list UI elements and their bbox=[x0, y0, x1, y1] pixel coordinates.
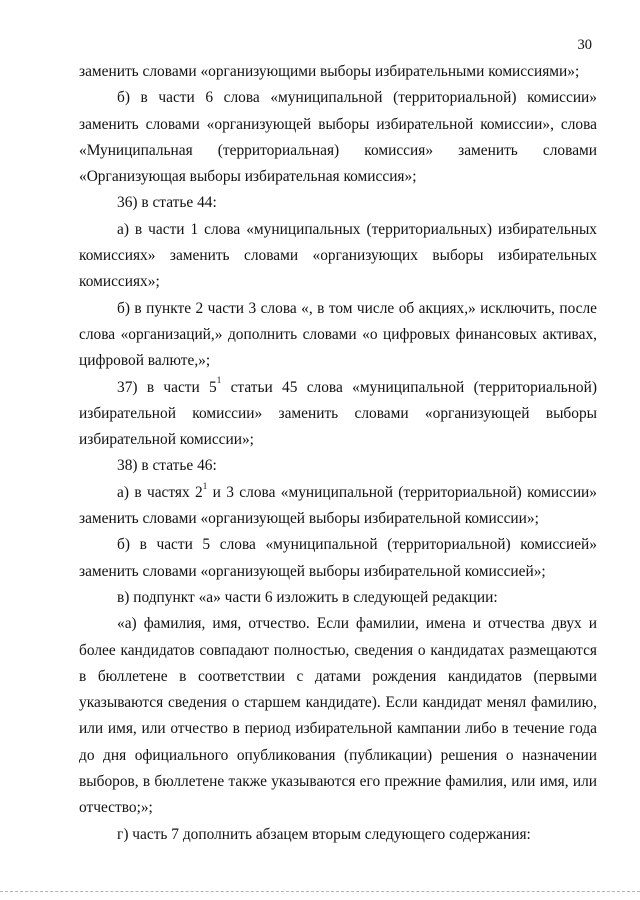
paragraph-item-a-parts-lead: а) в частях 2 bbox=[117, 483, 203, 501]
scan-bottom-rule bbox=[0, 891, 640, 892]
paragraph-item-36: 36) в статье 44: bbox=[117, 194, 217, 212]
paragraph-quoted-redaction: «а) фамилия, имя, отчество. Если фамилии, имена и отчества двух и более кандидатов совпадают полностью, сведения о кандидатах размещаются в бюллетене в соответствии с датами рождения кандидатов (первыми указываются сведения о старшем кандидате). Если кандидат менял фамилию, или имя, или отчество в период избирательной кампании либо в течение года до дня официального опубликования (публикации) решения о назначении выборов, в бюллетене также указываются его прежние фамилия, или имя, или отчество;»; bbox=[79, 615, 597, 817]
paragraph-item-b-part-5: б) в части 5 слова «муниципальной (территориальной) комиссией» заменить словами «организующей выборы избирательной комиссией»; bbox=[79, 536, 597, 580]
paragraph-continuation: заменить словами «организующими выборы избирательными комиссиями»; bbox=[79, 63, 580, 80]
paragraph-item-38: 38) в статье 46: bbox=[117, 457, 217, 475]
paragraph-item-a-parts bbox=[79, 480, 597, 533]
page-number: 30 bbox=[577, 37, 592, 53]
paragraph-item-g: г) часть 7 дополнить абзацем вторым следующего содержания: bbox=[117, 825, 531, 843]
paragraph-item-v: в) подпункт «а» части 6 изложить в следующей редакции: bbox=[117, 588, 498, 606]
paragraph-item-37-lead: 37) в части 5 bbox=[117, 378, 217, 396]
paragraph-item-a-part-1: а) в части 1 слова «муниципальных (территориальных) избирательных комиссиях» заменить словами «организующих выборы избирательных комиссиях»; bbox=[79, 220, 597, 291]
paragraph-item-37 bbox=[79, 375, 597, 454]
superscript-marker: 1 bbox=[202, 480, 208, 491]
superscript-marker: 1 bbox=[216, 375, 222, 386]
document-body bbox=[79, 59, 597, 848]
paragraph-item-37-rest: статьи 45 слова «муниципальной (территориальной) избирательной комиссии» заменить словами «организующей выборы избирательной комиссии»; bbox=[79, 378, 597, 449]
paragraph-item-b-point-2: б) в пункте 2 части 3 слова «, в том числе об акциях,» исключить, после слова «организаций,» дополнить словами «о цифровых финансовых активах, цифровой валюте,»; bbox=[79, 299, 597, 370]
paragraph-item-a-parts-rest: и 3 слова «муниципальной (территориальной) комиссии» заменить словами «организующей выборы избирательной комиссии»; bbox=[79, 483, 597, 528]
paragraph-item-b-part-6: б) в части 6 слова «муниципальной (территориальной) комиссии» заменить словами «организующей выборы избирательной комиссии», слова «Муниципальная (территориальная) комиссия» заменить словами «Организующая выборы избирательная комиссия»; bbox=[79, 89, 597, 186]
